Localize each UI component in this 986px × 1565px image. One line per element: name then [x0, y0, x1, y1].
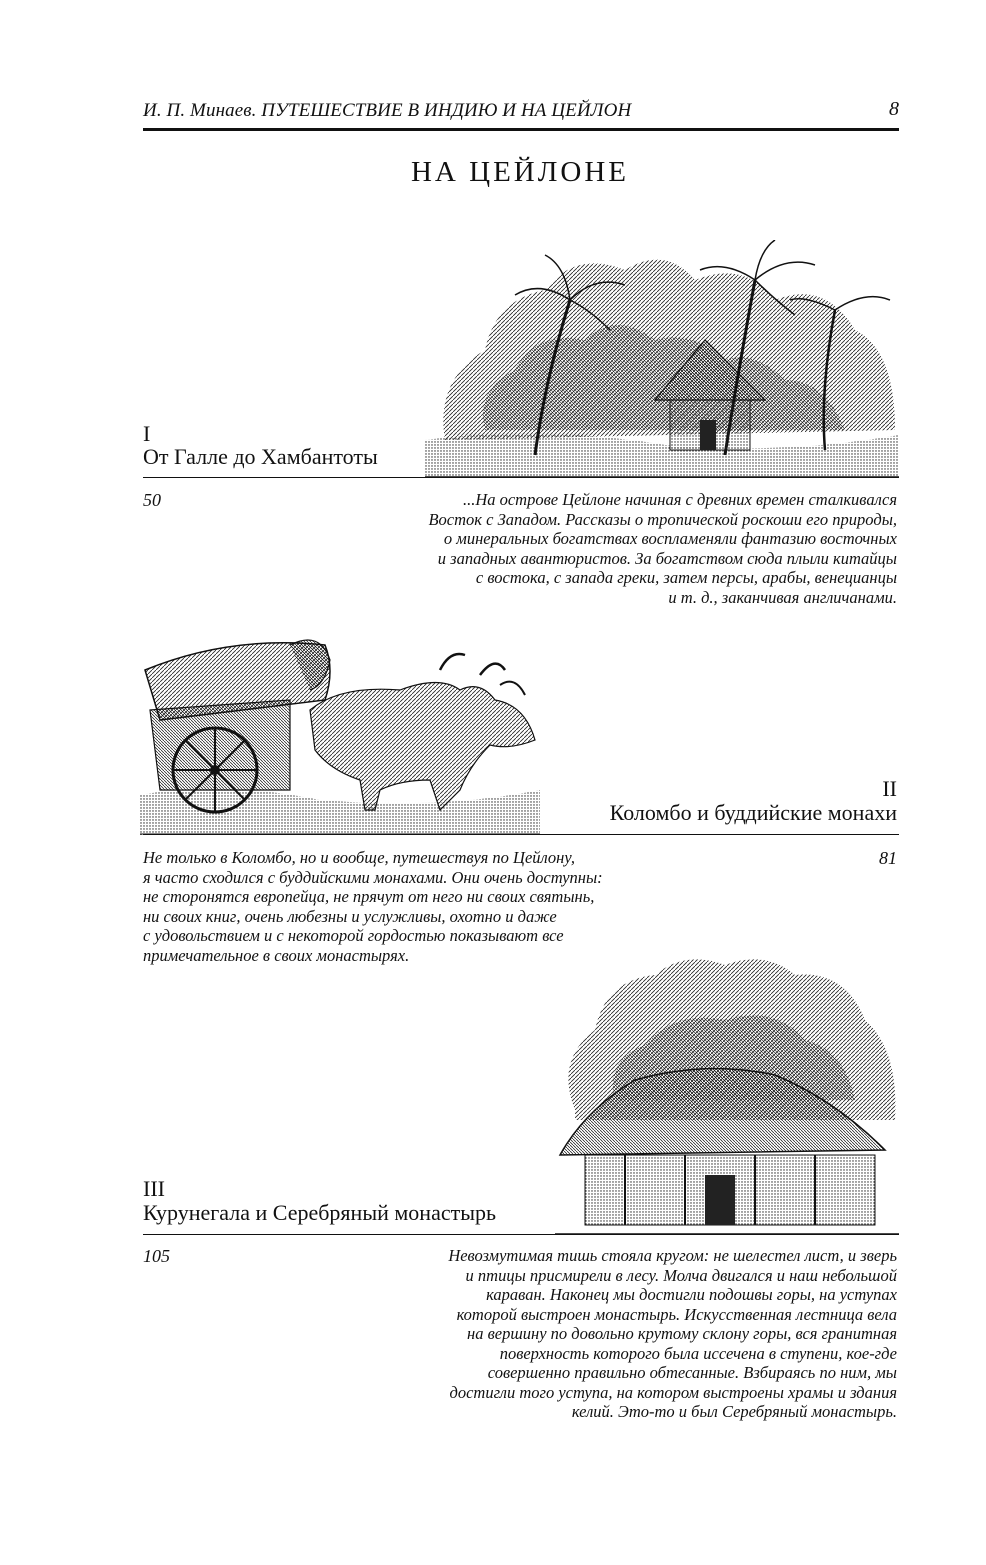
chapter-3-excerpt — [357, 1246, 897, 1422]
excerpt-line: и птицы присмирели в лесу. Молча двигался и наш небольшой — [465, 1265, 897, 1285]
chapter-2-numeral: II — [882, 776, 897, 801]
chapter-1-rule — [143, 477, 899, 478]
excerpt-line: и т. д., заканчивая англичанами. — [668, 587, 897, 607]
excerpt-line: совершенно правильно обтесанные. Взбираясь по ним, мы — [487, 1363, 897, 1382]
excerpt-line: ни своих книг, очень любезны и услужливы, охотно и даже — [143, 906, 557, 926]
excerpt-line: о минеральных богатствах воспламеняли фантазию восточных — [443, 529, 897, 548]
header-rule — [143, 128, 899, 131]
thatched-hut-engraving — [555, 950, 899, 1235]
excerpt-line: примечательное в своих монастырях. — [143, 945, 410, 965]
chapter-1-excerpt — [357, 490, 897, 607]
chapter-3-title: Курунегала и Серебряный монастырь — [143, 1200, 497, 1225]
chapter-3-numeral: III — [143, 1176, 165, 1201]
excerpt-line: поверхность которого была иссечена в ступени, кое-где — [499, 1343, 897, 1363]
chapter-2-page: 81 — [879, 848, 897, 868]
excerpt-line: келий. Это-то и был Серебряный монастырь. — [571, 1402, 897, 1421]
excerpt-line: и западных авантюристов. За богатством сюда плыли китайцы — [437, 548, 897, 568]
chapter-2-title: Коломбо и буддийские монахи — [609, 800, 897, 825]
ox-cart-engraving — [140, 630, 540, 835]
tropical-village-engraving — [425, 240, 899, 478]
excerpt-line: Восток с Западом. Рассказы о тропической роскоши его природы, — [428, 509, 897, 529]
excerpt-line: не сторонятся европейца, не прячут от него ни своих святынь, — [143, 887, 595, 906]
page-number: 8 — [889, 98, 899, 120]
chapter-1-numeral: I — [143, 421, 151, 446]
excerpt-line: караван. Наконец мы достигли подошвы горы, на уступах — [486, 1285, 897, 1304]
page-title: НА ЦЕЙЛОНЕ — [410, 156, 629, 188]
excerpt-line: я часто сходился с буддийскими монахами. Они очень доступны: — [143, 867, 603, 887]
chapter-1-title: От Галле до Хамбантоты — [143, 444, 378, 469]
excerpt-line: с востока, с запада греки, затем персы, арабы, венецианцы — [475, 568, 897, 587]
running-title: И. П. Минаев. ПУТЕШЕСТВИЕ В ИНДИЮ И НА ЦЕЙЛОН — [143, 100, 632, 121]
chapter-2-rule — [143, 834, 899, 835]
excerpt-line: достигли того уступа, на котором выстроены храмы и здания — [449, 1382, 897, 1402]
excerpt-line: ...На острове Цейлоне начиная с древних времен сталкивался — [462, 490, 897, 509]
chapter-1-page: 50 — [143, 490, 161, 510]
excerpt-line: Невозмутимая тишь стояла кругом: не шелестел лист, и зверь — [448, 1246, 897, 1265]
running-head — [143, 98, 899, 128]
excerpt-line: с удовольствием и с некоторой гордостью показывают все — [143, 926, 564, 945]
chapter-2-excerpt — [143, 848, 683, 965]
excerpt-line: Не только в Коломбо, но и вообще, путешествуя по Цейлону, — [143, 848, 575, 867]
excerpt-line: которой выстроен монастырь. Искусственная лестница вела — [456, 1304, 897, 1324]
chapter-3-page: 105 — [143, 1246, 170, 1266]
excerpt-line: на вершину по довольно крутому склону горы, вся гранитная — [467, 1324, 897, 1343]
chapter-3-rule — [143, 1234, 899, 1235]
